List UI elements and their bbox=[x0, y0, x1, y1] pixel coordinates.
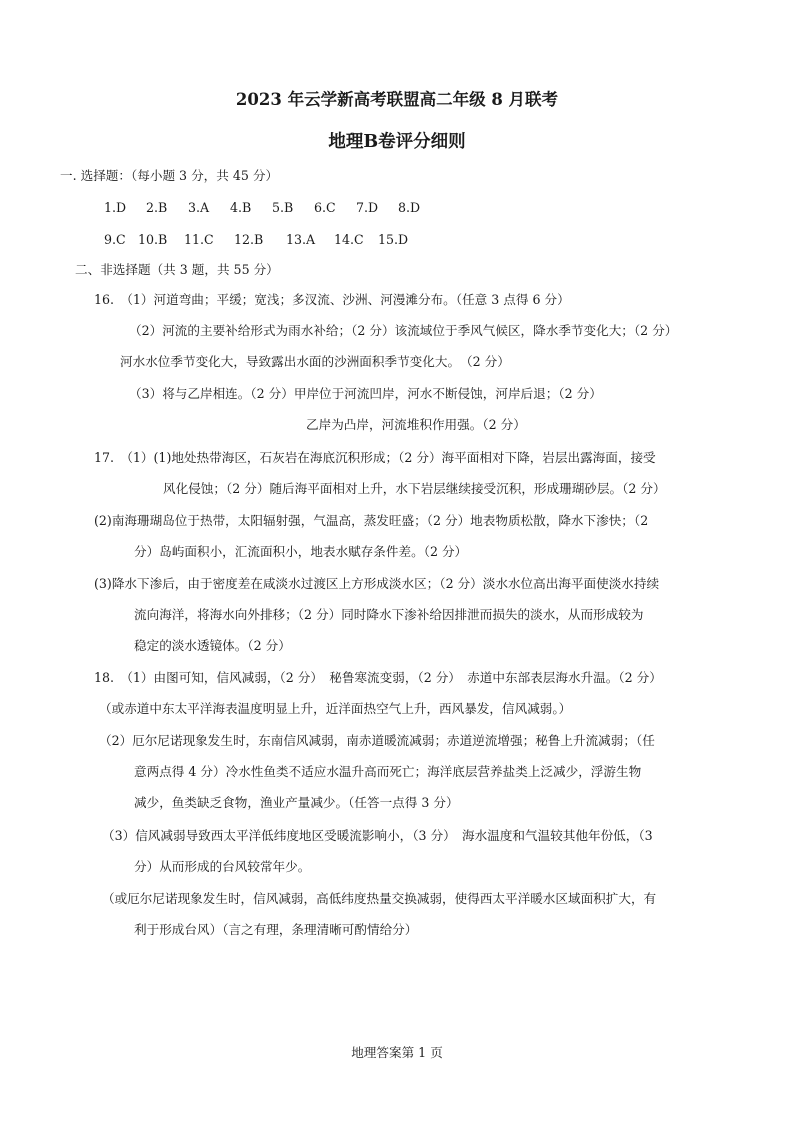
mc-answer: 14.C bbox=[334, 232, 364, 247]
answer-line: 分）岛屿面积小，汇流面积小，地表水赋存条件差。（2 分） bbox=[134, 544, 468, 559]
mc-answer: 13.A bbox=[286, 232, 316, 247]
mc-answer: 4.B bbox=[230, 200, 252, 215]
answer-line: （或厄尔尼诺现象发生时，信风减弱，高低纬度热量交换减弱，使得西太平洋暖水区域面积扩大，有 bbox=[102, 891, 657, 906]
answer-line: （2）河流的主要补给形式为雨水补给；（2 分）该流域位于季风气候区，降水季节变化大；（2 分） bbox=[129, 323, 678, 338]
answer-line: 意两点得 4 分）冷水性鱼类不适应水温升高而死亡；海洋底层营养盐类上泛减少，浮游生物 bbox=[134, 764, 642, 779]
mc-answer: 1.D bbox=[104, 200, 127, 215]
answer-line: （3）信风减弱导致西太平洋低纬度地区受暖流影响小，（3 分） 海水温度和气温较其他年份低，（3 bbox=[102, 828, 653, 843]
mc-answers-row-1 bbox=[104, 200, 440, 216]
exam-title: 2023 年云学新高考联盟高二年级 8 月联考 bbox=[235, 90, 559, 109]
answer-line: 乙岸为凸岸，河流堆积作用强。（2 分） bbox=[306, 417, 526, 432]
answer-line: 17. （1）(1)地处热带海区，石灰岩在海底沉积形成；（2 分）海平面相对下降，岩层出露海面，接受 bbox=[94, 450, 656, 465]
answer-line: (3)降水下渗后，由于密度差在咸淡水过渡区上方形成淡水区；（2 分）淡水水位高出海平面使淡水持续 bbox=[94, 576, 660, 591]
mc-answer: 2.B bbox=[146, 200, 168, 215]
answer-line: 流向海洋，将海水向外排移；（2 分）同时降水下渗补给因排泄而损失的淡水，从而形成较为 bbox=[134, 607, 644, 622]
answer-line: 18. （1）由图可知，信风减弱，（2 分） 秘鲁寒流变弱，（2 分） 赤道中东部表层海水升温。（2 分） bbox=[94, 670, 662, 685]
mc-answers-row-2 bbox=[104, 232, 422, 248]
page-footer: 地理答案第 1 页 bbox=[351, 1045, 443, 1060]
section-1-heading: 一. 选择题：（每小题 3 分，共 45 分） bbox=[60, 168, 279, 183]
mc-answer: 3.A bbox=[188, 200, 210, 215]
answer-line: (2)南海珊瑚岛位于热带，太阳辐射强，气温高，蒸发旺盛；（2 分）地表物质松散，降水下渗快；（2 bbox=[94, 513, 649, 528]
answer-line: （3）将与乙岸相连。（2 分）甲岸位于河流凹岸，河水不断侵蚀，河岸后退；（2 分） bbox=[129, 386, 602, 401]
mc-answer: 5.B bbox=[272, 200, 294, 215]
exam-subtitle: 地理B卷评分细则 bbox=[328, 132, 466, 152]
mc-answer: 7.D bbox=[356, 200, 379, 215]
mc-answer: 10.B bbox=[138, 232, 168, 247]
answer-line: 稳定的淡水透镜体。（2 分） bbox=[134, 638, 291, 653]
answer-line: （2）厄尔尼诺现象发生时，东南信风减弱，南赤道暖流减弱；赤道逆流增强；秘鲁上升流减弱；（任 bbox=[99, 733, 655, 748]
mc-answer: 15.D bbox=[378, 232, 409, 247]
section-2-heading: 二、非选择题（共 3 题，共 55 分） bbox=[75, 262, 279, 277]
answer-line: 风化侵蚀；（2 分）随后海平面相对上升，水下岩层继续接受沉积，形成珊瑚砂层。（2 分） bbox=[163, 481, 666, 496]
answer-line: 16. （1）河道弯曲；平缓；宽浅；多汊流、沙洲、河漫滩分布。（任意 3 点得 6 分） bbox=[94, 292, 570, 307]
mc-answer: 11.C bbox=[184, 232, 214, 247]
answer-line: 减少，鱼类缺乏食物，渔业产量减少。（任答一点得 3 分） bbox=[134, 795, 459, 810]
mc-answer: 8.D bbox=[398, 200, 421, 215]
mc-answer: 6.C bbox=[314, 200, 336, 215]
answer-line: 分）从而形成的台风较常年少。 bbox=[134, 859, 311, 874]
answer-line: （或赤道中东太平洋海表温度明显上升，近洋面热空气上升，西风暴发，信风减弱。） bbox=[99, 701, 572, 716]
mc-answer: 9.C bbox=[104, 232, 126, 247]
mc-answer: 12.B bbox=[234, 232, 264, 247]
answer-line: 利于形成台风）（言之有理，条理清晰可酌情给分） bbox=[134, 922, 418, 937]
answer-line: 河水水位季节变化大，导致露出水面的沙洲面积季节变化大。 （2 分） bbox=[120, 354, 510, 369]
